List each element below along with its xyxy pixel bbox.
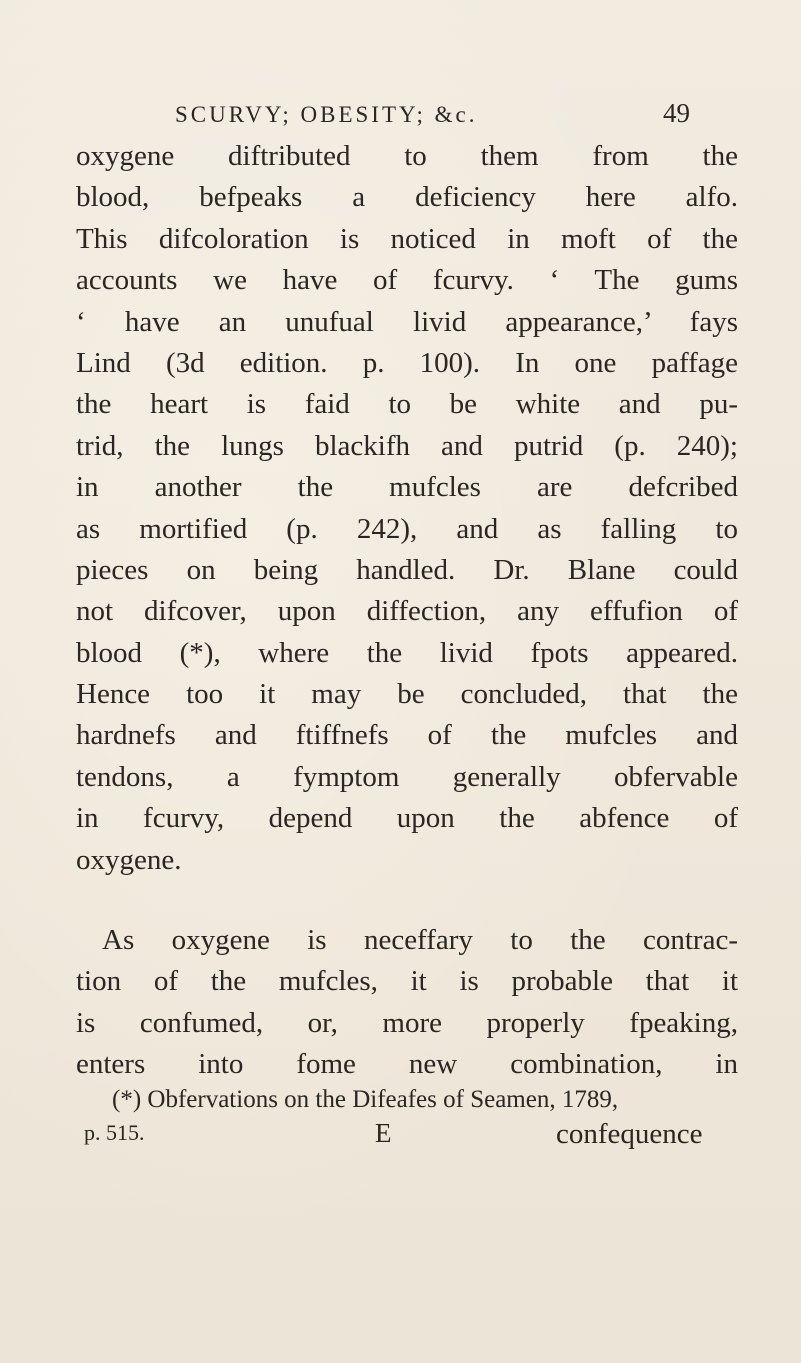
text-line: blood (*), where the livid fpots appeared.: [76, 636, 738, 669]
text-line: pieces on being handled. Dr. Blane could: [76, 553, 738, 586]
main-text: [76, 136, 738, 1086]
text-line: blood, befpeaks a deficiency here alfo.: [76, 181, 738, 214]
text-line: hardnefs and ftiffnefs of the mufcles and: [76, 719, 738, 752]
signature-mark: E: [375, 1118, 392, 1148]
catchword: confequence: [556, 1118, 703, 1150]
text-line: As oxygene is neceffary to the contrac-: [102, 924, 738, 957]
text-line: in another the mufcles are defcribed: [76, 471, 738, 504]
footnote-line: (*) Obfervations on the Difeafes of Seamen, 1789,: [112, 1086, 619, 1113]
text-line: not difcover, upon diffection, any effufion of: [76, 595, 738, 628]
text-line: This difcoloration is noticed in moft of the: [76, 222, 738, 255]
text-line: is confumed, or, more properly fpeaking,: [76, 1006, 738, 1039]
text-line: oxygene diftributed to them from the: [76, 140, 738, 172]
page-number: 49: [663, 98, 690, 128]
running-title: SCURVY; OBESITY; &c.: [175, 102, 478, 127]
text-line: as mortified (p. 242), and as falling to: [76, 512, 738, 545]
text-line: Lind (3d edition. p. 100). In one paffage: [76, 346, 738, 379]
text-line: tion of the mufcles, it is probable that it: [76, 965, 738, 998]
text-line: Hence too it may be concluded, that the: [76, 678, 738, 711]
text-line: accounts we have of fcurvy. ‘ The gums: [76, 264, 738, 297]
footnote-line: p. 515.: [84, 1120, 145, 1145]
text-line: the heart is faid to be white and pu-: [76, 388, 738, 421]
text-line: ‘ have an unufual livid appearance,’ fays: [76, 305, 738, 338]
text-line: oxygene.: [76, 843, 182, 876]
text-line: tendons, a fymptom generally obfervable: [76, 760, 738, 793]
text-line: enters into fome new combination, in: [76, 1048, 738, 1081]
paragraph-spacer: [76, 881, 738, 920]
text-line: trid, the lungs blackifh and putrid (p. 240);: [76, 429, 738, 462]
paragraph-1: [76, 136, 738, 881]
text-line: in fcurvy, depend upon the abfence of: [76, 802, 738, 835]
paragraph-2: [76, 920, 738, 1086]
